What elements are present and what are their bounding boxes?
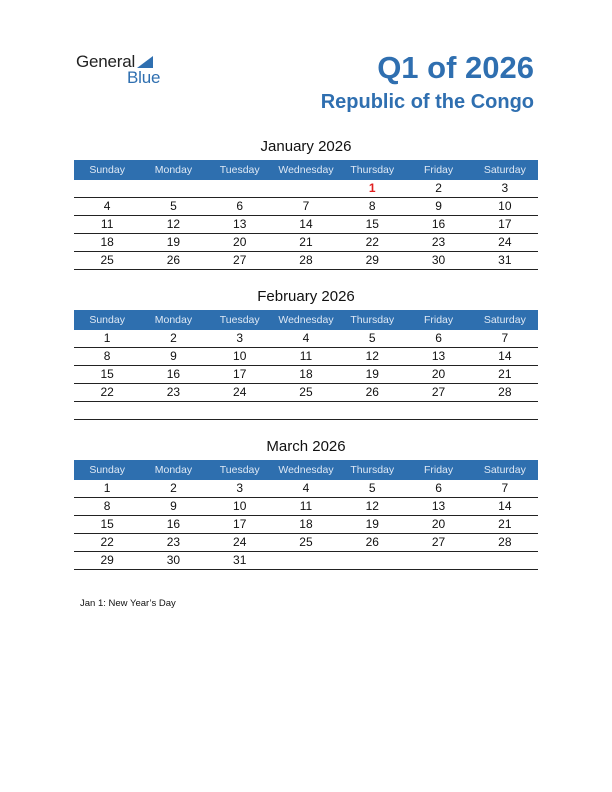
day-cell: 12 bbox=[166, 217, 181, 231]
day-cell: 10 bbox=[233, 349, 247, 363]
day-cell: 26 bbox=[166, 253, 181, 267]
day-cell: 13 bbox=[431, 499, 446, 513]
weekday-label: Thursday bbox=[350, 314, 395, 326]
day-cell bbox=[405, 552, 471, 569]
generalblue-logo bbox=[76, 52, 176, 88]
week-row bbox=[74, 552, 538, 570]
week-row bbox=[74, 402, 538, 420]
day-cell: 28 bbox=[498, 535, 512, 549]
day-cell: 30 bbox=[166, 553, 181, 567]
day-cell: 25 bbox=[100, 253, 114, 267]
day-cell: 23 bbox=[166, 535, 181, 549]
weekday-label: Sunday bbox=[89, 464, 125, 476]
weekday-label: Tuesday bbox=[219, 464, 260, 476]
day-cell bbox=[207, 402, 273, 419]
day-cell: 11 bbox=[299, 499, 313, 513]
day-cell: 29 bbox=[365, 253, 379, 267]
day-cell: 21 bbox=[299, 235, 313, 249]
day-cell: 17 bbox=[233, 367, 247, 381]
day-cell: 4 bbox=[302, 481, 310, 495]
day-cell: 3 bbox=[236, 331, 244, 345]
weekday-label: Sunday bbox=[89, 314, 125, 326]
day-cell: 2 bbox=[170, 331, 177, 345]
weekday-label: Saturday bbox=[483, 464, 526, 476]
day-cell: 15 bbox=[100, 517, 114, 531]
weekday-label: Wednesday bbox=[278, 464, 334, 476]
day-cell: 8 bbox=[368, 199, 376, 213]
day-cell: 31 bbox=[498, 253, 512, 267]
day-cell: 28 bbox=[299, 253, 313, 267]
day-cell: 19 bbox=[166, 235, 181, 249]
month-title: February 2026 bbox=[257, 288, 355, 305]
weekday-label: Saturday bbox=[483, 164, 526, 176]
day-cell: 6 bbox=[435, 331, 442, 345]
weekday-label: Monday bbox=[154, 164, 193, 176]
day-cell: 11 bbox=[100, 217, 114, 231]
weekday-label: Monday bbox=[154, 464, 193, 476]
day-cell: 20 bbox=[431, 517, 446, 531]
day-cell: 9 bbox=[170, 349, 177, 363]
weekday-header bbox=[74, 460, 538, 480]
day-cell: 23 bbox=[166, 385, 181, 399]
week-row bbox=[74, 330, 538, 348]
day-cell: 10 bbox=[233, 499, 247, 513]
day-cell bbox=[140, 402, 206, 419]
day-cell: 7 bbox=[501, 331, 509, 345]
day-cell: 19 bbox=[365, 517, 379, 531]
day-cell: 14 bbox=[498, 499, 512, 513]
weekday-label: Saturday bbox=[483, 314, 526, 326]
day-cell bbox=[273, 180, 339, 197]
week-row bbox=[74, 198, 538, 216]
month-title: March 2026 bbox=[266, 438, 346, 455]
day-cell: 21 bbox=[498, 517, 512, 531]
day-cell: 7 bbox=[501, 481, 509, 495]
day-cell bbox=[273, 552, 339, 569]
logo-general-text: General bbox=[76, 52, 136, 71]
day-cell: 11 bbox=[299, 349, 313, 363]
day-cell bbox=[140, 180, 206, 197]
day-cell: 10 bbox=[498, 199, 512, 213]
day-cell: 3 bbox=[501, 181, 509, 195]
month-title: January 2026 bbox=[260, 138, 352, 155]
weekday-label: Friday bbox=[423, 164, 454, 176]
week-row bbox=[74, 534, 538, 552]
day-cell: 17 bbox=[233, 517, 247, 531]
month-calendar bbox=[74, 438, 538, 570]
day-cell: 20 bbox=[431, 367, 446, 381]
day-cell: 24 bbox=[498, 235, 512, 249]
day-cell: 6 bbox=[435, 481, 442, 495]
day-cell: 15 bbox=[100, 367, 114, 381]
day-cell: 13 bbox=[431, 349, 446, 363]
day-cell: 25 bbox=[299, 535, 313, 549]
day-cell: 16 bbox=[166, 517, 181, 531]
page-title: Q1 of 2026 bbox=[377, 50, 534, 85]
day-cell: 12 bbox=[365, 349, 379, 363]
day-cell bbox=[472, 402, 538, 419]
day-cell: 25 bbox=[299, 385, 313, 399]
day-cell: 19 bbox=[365, 367, 379, 381]
day-cell: 2 bbox=[435, 181, 442, 195]
day-cell: 18 bbox=[100, 235, 114, 249]
day-cell: 9 bbox=[170, 499, 177, 513]
day-cell: 12 bbox=[365, 499, 379, 513]
week-row bbox=[74, 480, 538, 498]
day-cell bbox=[339, 402, 405, 419]
day-cell: 16 bbox=[166, 367, 181, 381]
day-cell: 1 bbox=[103, 331, 111, 345]
logo-blue-text: Blue bbox=[127, 68, 161, 87]
day-cell: 20 bbox=[233, 235, 247, 249]
week-row bbox=[74, 384, 538, 402]
day-cell: 14 bbox=[498, 349, 512, 363]
day-cell: 24 bbox=[233, 535, 247, 549]
week-row bbox=[74, 216, 538, 234]
weekday-label: Sunday bbox=[89, 164, 125, 176]
day-cell: 8 bbox=[103, 499, 111, 513]
day-cell: 9 bbox=[435, 199, 442, 213]
weekday-label: Tuesday bbox=[219, 314, 260, 326]
day-cell: 22 bbox=[365, 235, 379, 249]
day-cell: 22 bbox=[100, 535, 114, 549]
day-cell bbox=[74, 402, 140, 419]
month-calendar bbox=[74, 288, 538, 420]
weekday-header bbox=[74, 310, 538, 330]
country-subtitle: Republic of the Congo bbox=[320, 91, 534, 113]
day-cell bbox=[74, 180, 140, 197]
weekday-label: Friday bbox=[423, 314, 454, 326]
day-cell bbox=[472, 552, 538, 569]
week-row bbox=[74, 348, 538, 366]
week-row bbox=[74, 234, 538, 252]
day-cell: 28 bbox=[498, 385, 512, 399]
day-cell: 4 bbox=[302, 331, 310, 345]
day-cell: 5 bbox=[170, 199, 177, 213]
weekday-label: Thursday bbox=[350, 164, 395, 176]
day-cell: 24 bbox=[233, 385, 247, 399]
day-cell: 27 bbox=[233, 253, 247, 267]
day-cell: 7 bbox=[302, 199, 310, 213]
weekday-label: Friday bbox=[423, 464, 454, 476]
week-row bbox=[74, 516, 538, 534]
day-cell: 31 bbox=[233, 553, 247, 567]
day-cell: 26 bbox=[365, 385, 379, 399]
day-cell: 18 bbox=[299, 367, 313, 381]
week-row bbox=[74, 252, 538, 270]
day-cell bbox=[339, 552, 405, 569]
week-row bbox=[74, 498, 538, 516]
day-cell: 5 bbox=[368, 481, 376, 495]
day-cell: 27 bbox=[431, 535, 446, 549]
day-cell: 1 bbox=[103, 481, 111, 495]
day-cell: 23 bbox=[431, 235, 446, 249]
holiday-notes bbox=[80, 598, 176, 609]
week-row bbox=[74, 180, 538, 198]
day-cell: 15 bbox=[365, 217, 379, 231]
weekday-label: Wednesday bbox=[278, 314, 334, 326]
day-cell: 26 bbox=[365, 535, 379, 549]
day-cell: 22 bbox=[100, 385, 114, 399]
day-cell: 4 bbox=[103, 199, 111, 213]
day-cell bbox=[207, 180, 273, 197]
month-calendar bbox=[74, 138, 538, 270]
week-row bbox=[74, 366, 538, 384]
day-cell: 8 bbox=[103, 349, 111, 363]
day-cell: 13 bbox=[233, 217, 247, 231]
day-cell: 5 bbox=[368, 331, 376, 345]
day-cell: 2 bbox=[170, 481, 177, 495]
day-cell: 16 bbox=[431, 217, 446, 231]
day-cell: 21 bbox=[498, 367, 512, 381]
holiday-day-cell: 1 bbox=[368, 181, 376, 195]
day-cell: 3 bbox=[236, 481, 244, 495]
day-cell: 29 bbox=[100, 553, 114, 567]
holiday-note: Jan 1: New Year’s Day bbox=[80, 598, 176, 609]
day-cell: 18 bbox=[299, 517, 313, 531]
day-cell: 14 bbox=[299, 217, 313, 231]
weekday-header bbox=[74, 160, 538, 180]
day-cell: 30 bbox=[431, 253, 446, 267]
weekday-label: Monday bbox=[154, 314, 193, 326]
day-cell: 27 bbox=[431, 385, 446, 399]
weekday-label: Tuesday bbox=[219, 164, 260, 176]
weekday-label: Thursday bbox=[350, 464, 395, 476]
day-cell bbox=[273, 402, 339, 419]
day-cell bbox=[405, 402, 471, 419]
weekday-label: Wednesday bbox=[278, 164, 334, 176]
day-cell: 6 bbox=[236, 199, 244, 213]
day-cell: 17 bbox=[498, 217, 512, 231]
